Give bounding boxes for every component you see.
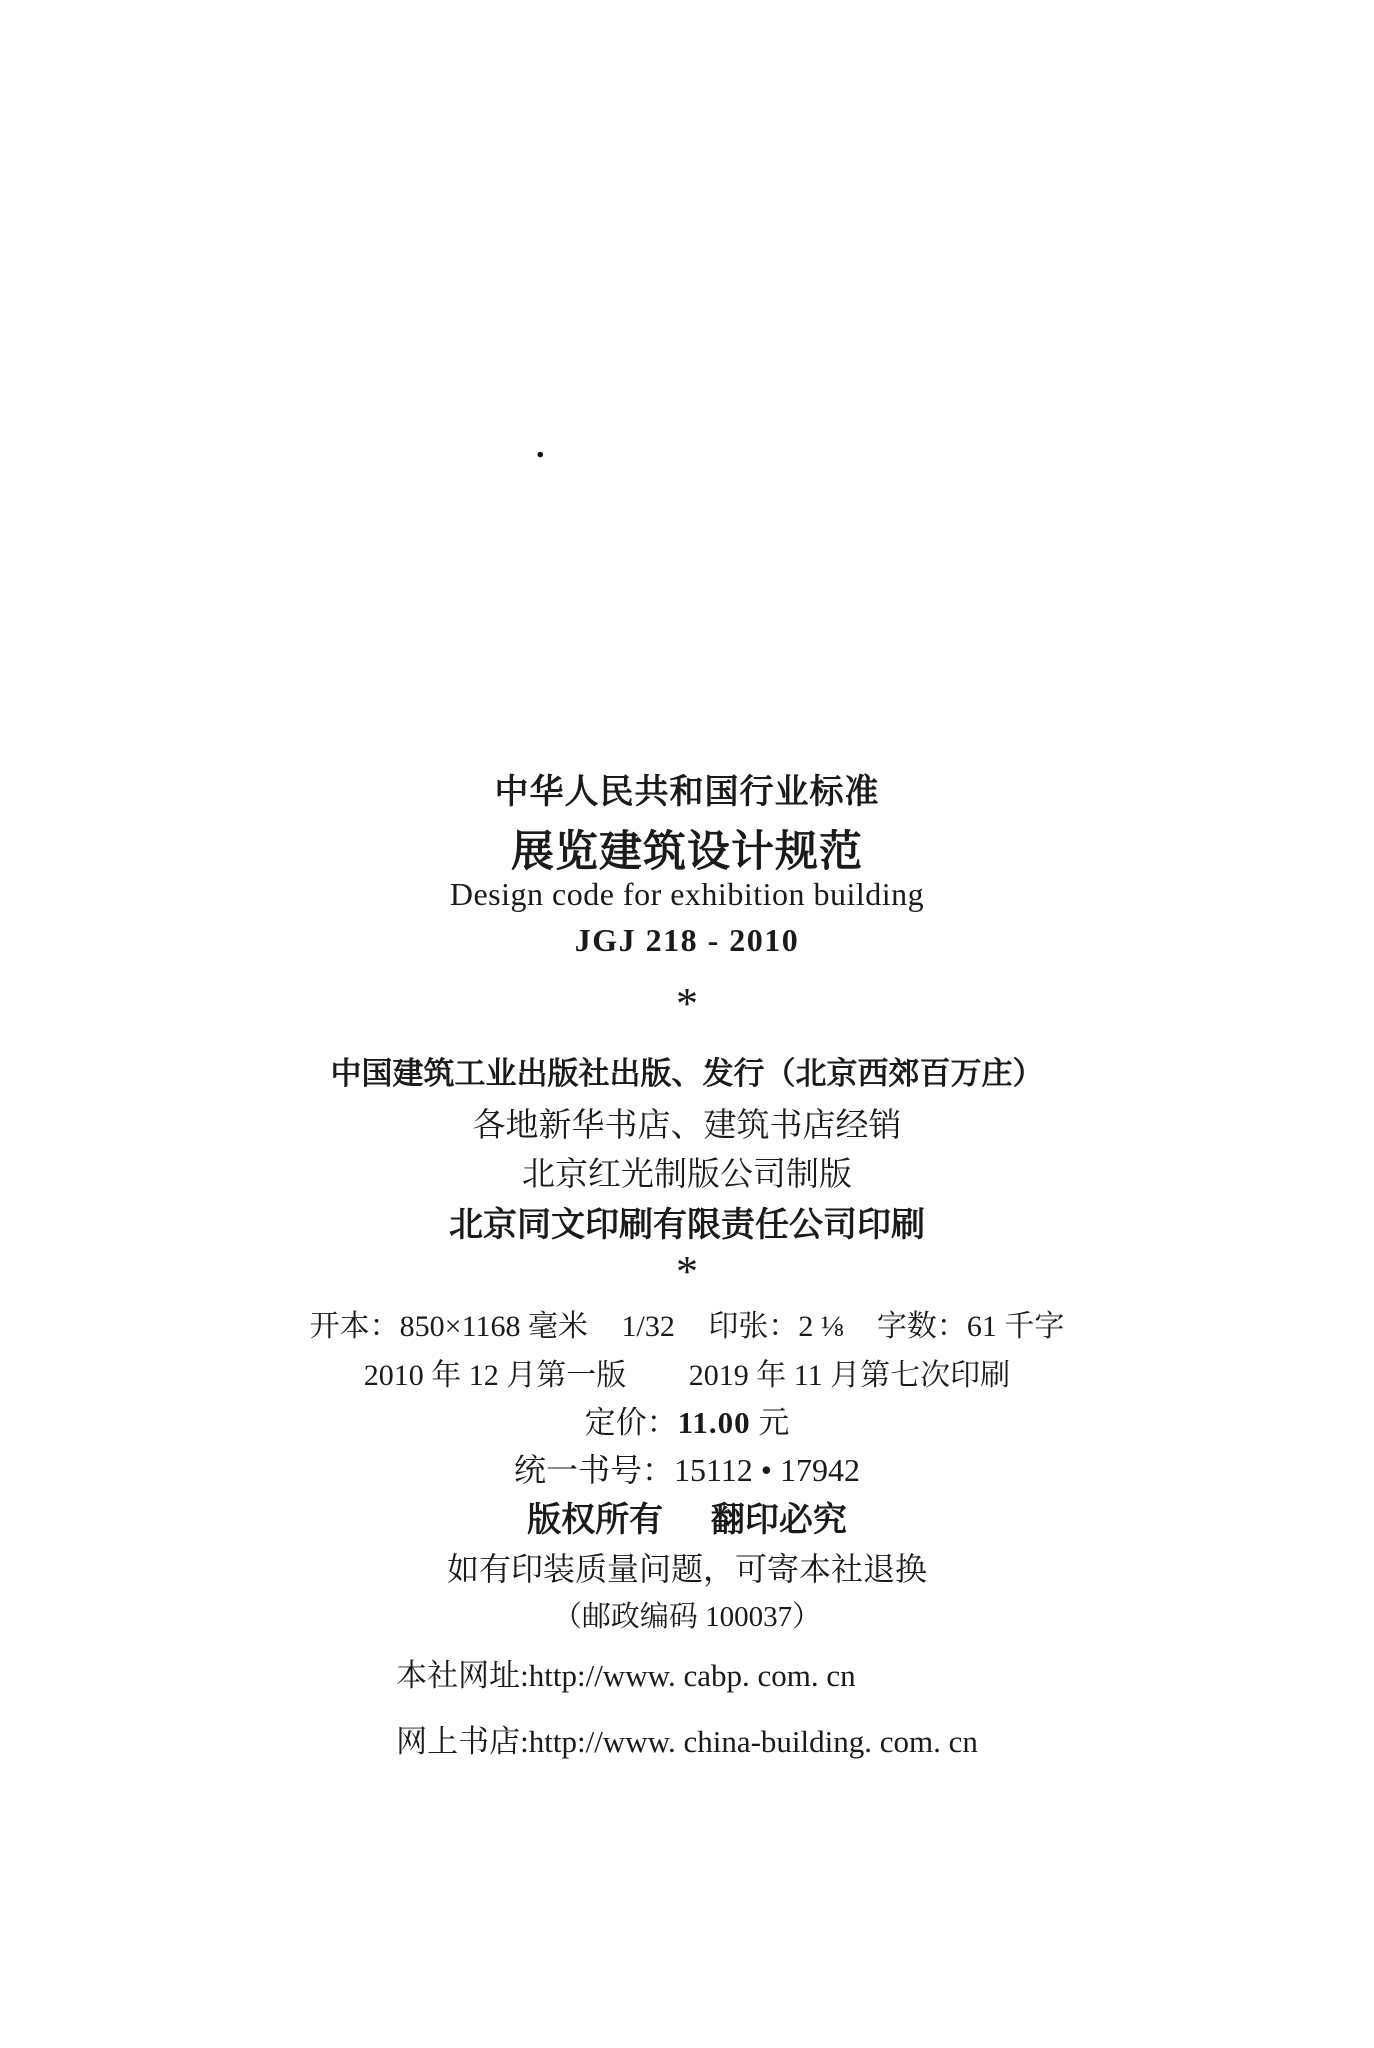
url-block: [0, 1650, 1374, 1761]
spec-sheets: 印张：2 ⅛: [708, 1310, 844, 1343]
spec-format: 开本：850×1168 毫米: [309, 1310, 588, 1343]
edition-line: [0, 1350, 1374, 1394]
print-specs-line: [0, 1301, 1374, 1345]
separator-asterisk-bottom: *: [676, 1247, 698, 1296]
book-title-english: Design code for exhibition building: [449, 876, 925, 912]
printing-line: 北京同文印刷有限责任公司印刷: [449, 1205, 925, 1245]
standard-number: JGJ 218 - 2010: [574, 922, 800, 958]
distribution-line: 各地新华书店、建筑书店经销: [472, 1108, 902, 1144]
publisher-website-url: 本社网址:http://www. cabp. com. cn: [396, 1658, 856, 1693]
book-title-chinese: 展览建筑设计规范: [511, 827, 863, 877]
copyright-part1: 版权所有: [527, 1500, 664, 1540]
stray-ink-dot: .: [536, 428, 545, 465]
price-unit: 元: [750, 1405, 790, 1440]
spec-fraction: 1/32: [621, 1310, 675, 1343]
copyright-part2: 翻印必究: [710, 1500, 847, 1540]
spec-word-count: 字数：61 千字: [876, 1310, 1065, 1343]
copyright-notice: [0, 1492, 1374, 1541]
online-bookstore-url: 网上书店:http://www. china-building. com. cn: [396, 1724, 978, 1759]
separator-asterisk-top: *: [676, 979, 698, 1028]
standard-type-heading: 中华人民共和国行业标准: [494, 772, 880, 812]
postal-code-line: （邮政编码 100037）: [552, 1601, 822, 1633]
price-line: [0, 1397, 1374, 1442]
first-edition: 2010 年 12 月第一版: [363, 1359, 627, 1392]
quality-return-notice: 如有印装质量问题，可寄本社退换: [446, 1551, 927, 1587]
current-printing: 2019 年 11 月第七次印刷: [688, 1359, 1011, 1392]
publisher-line: 中国建筑工业出版社出版、发行（北京西郊百万庄）: [330, 1056, 1044, 1091]
platemaking-line: 北京红光制版公司制版: [522, 1157, 852, 1193]
url-inner-block: [396, 1650, 978, 1761]
price-label: 定价：: [584, 1405, 678, 1440]
price-value: 11.00: [677, 1405, 751, 1440]
unified-book-number: 统一书号：15112 • 17942: [513, 1452, 861, 1488]
